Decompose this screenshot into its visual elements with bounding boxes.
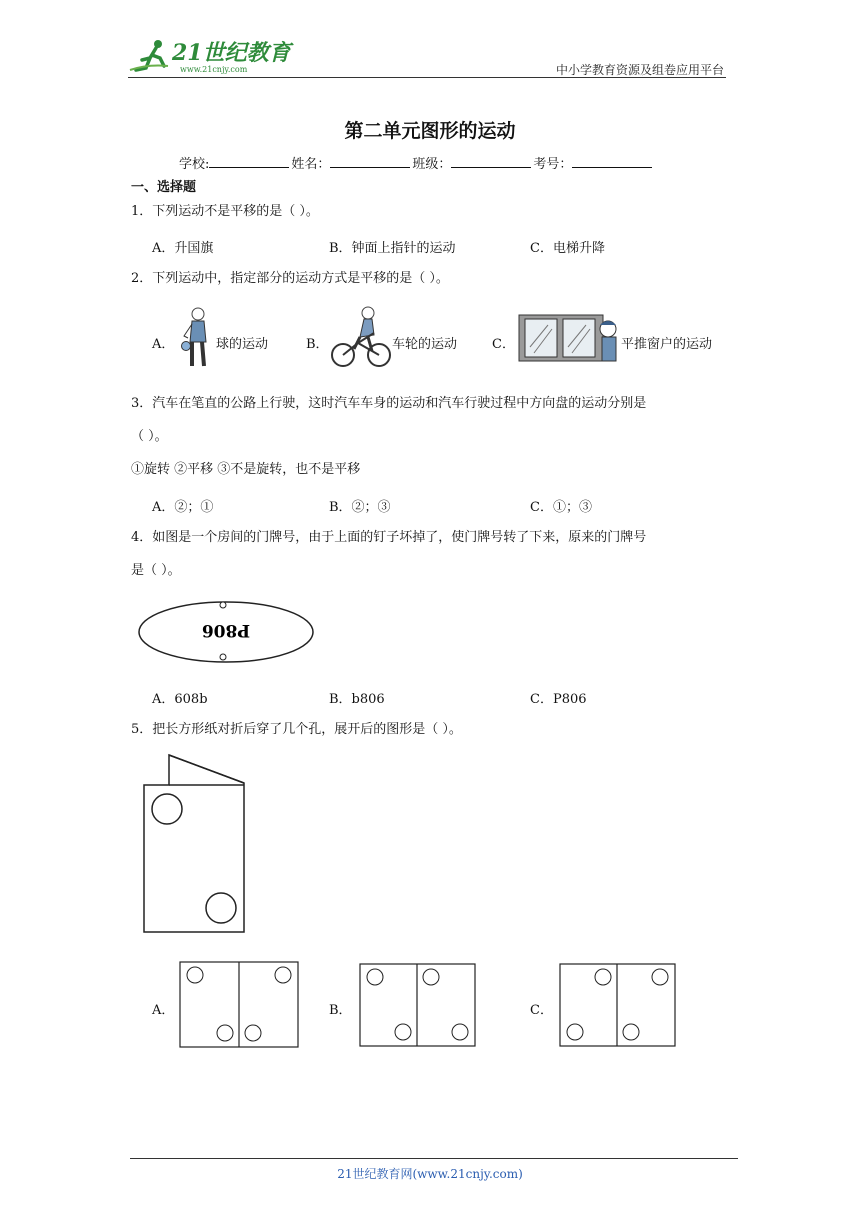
q1-option-b[interactable]: B．钟面上指针的运动 <box>329 241 456 256</box>
school-label: 学校: <box>179 157 210 172</box>
q5-option-a[interactable]: A． <box>152 1003 175 1018</box>
q5-option-b[interactable]: B． <box>329 1003 352 1018</box>
q3-option-c[interactable]: C．①；③ <box>530 500 592 515</box>
folded-paper-figure <box>140 753 248 935</box>
question-3-note: ①旋转 ②平移 ③不是旋转，也不是平移 <box>131 462 361 477</box>
window-push-image <box>518 313 622 363</box>
footer-divider <box>130 1158 738 1159</box>
q4-option-c[interactable]: C．P806 <box>530 692 587 707</box>
site-logo <box>128 36 298 76</box>
q2-option-a[interactable] <box>152 333 174 352</box>
runner-icon <box>130 40 168 70</box>
q4-option-a[interactable]: A．608b <box>152 692 208 707</box>
door-number-sign <box>136 598 316 666</box>
question-4-line2: 是（ ）。 <box>131 563 181 578</box>
q2-option-b[interactable] <box>306 333 329 352</box>
q5-option-c[interactable]: C． <box>530 1003 553 1018</box>
q5-option-b-figure[interactable] <box>359 963 477 1049</box>
q2-option-b-caption: 车轮的运动 <box>392 337 458 352</box>
q2-option-a-letter: A． <box>152 337 175 352</box>
q2-option-b-letter: B． <box>306 337 329 352</box>
question-3-line1: 3．汽车在笔直的公路上行驶，这时汽车车身的运动和汽车行驶过程中方向盘的运动分别是 <box>131 396 647 411</box>
exam-no-label: 考号： <box>533 157 573 172</box>
q2-option-c-letter: C． <box>492 337 515 352</box>
q4-option-b[interactable]: B．b806 <box>329 692 385 707</box>
q1-option-a[interactable]: A．升国旗 <box>152 241 214 256</box>
question-5-text: 5．把长方形纸对折后穿了几个孔，展开后的图形是（ ）。 <box>131 722 462 737</box>
q3-option-b[interactable]: B．②；③ <box>329 500 391 515</box>
exam-no-blank[interactable] <box>572 156 652 168</box>
q5-option-a-figure[interactable] <box>179 961 300 1049</box>
q3-option-a[interactable]: A．②；① <box>152 500 214 515</box>
question-2-text: 2．下列运动中，指定部分的运动方式是平移的是（ ）。 <box>131 271 449 286</box>
sign-number: P806 <box>201 620 251 640</box>
school-blank[interactable] <box>209 156 289 168</box>
q5-option-c-figure[interactable] <box>559 963 677 1049</box>
class-label: 班级： <box>412 157 452 172</box>
header-divider <box>128 77 726 78</box>
student-info <box>179 153 654 172</box>
platform-label: 中小学教育资源及组卷应用平台 <box>555 63 724 77</box>
q2-option-a-caption: 球的运动 <box>216 337 269 352</box>
question-4-line1: 4．如图是一个房间的门牌号，由于上面的钉子坏掉了，使门牌号转了下来，原来的门牌号 <box>131 530 647 545</box>
footer-link[interactable]: 21世纪教育网(www.21cnjy.com) <box>337 1167 523 1181</box>
logo-text: 21世纪教育 <box>172 40 291 66</box>
name-blank[interactable] <box>330 156 410 168</box>
name-label: 姓名： <box>291 157 331 172</box>
section-heading: 一、选择题 <box>131 180 197 195</box>
q2-option-c[interactable] <box>492 333 515 352</box>
class-blank[interactable] <box>451 156 531 168</box>
page-title: 第二单元图形的运动 <box>344 120 516 142</box>
q1-option-c[interactable]: C．电梯升降 <box>530 241 605 256</box>
logo-url: www.21cnjy.com <box>180 65 248 74</box>
cyclist-image <box>330 305 392 371</box>
question-1-text: 1．下列运动不是平移的是（ ）。 <box>131 204 319 219</box>
boy-bouncing-ball-image <box>174 306 218 370</box>
question-3-line2: （ ）。 <box>131 429 168 444</box>
q2-option-c-caption: 平推窗户的运动 <box>621 337 713 352</box>
